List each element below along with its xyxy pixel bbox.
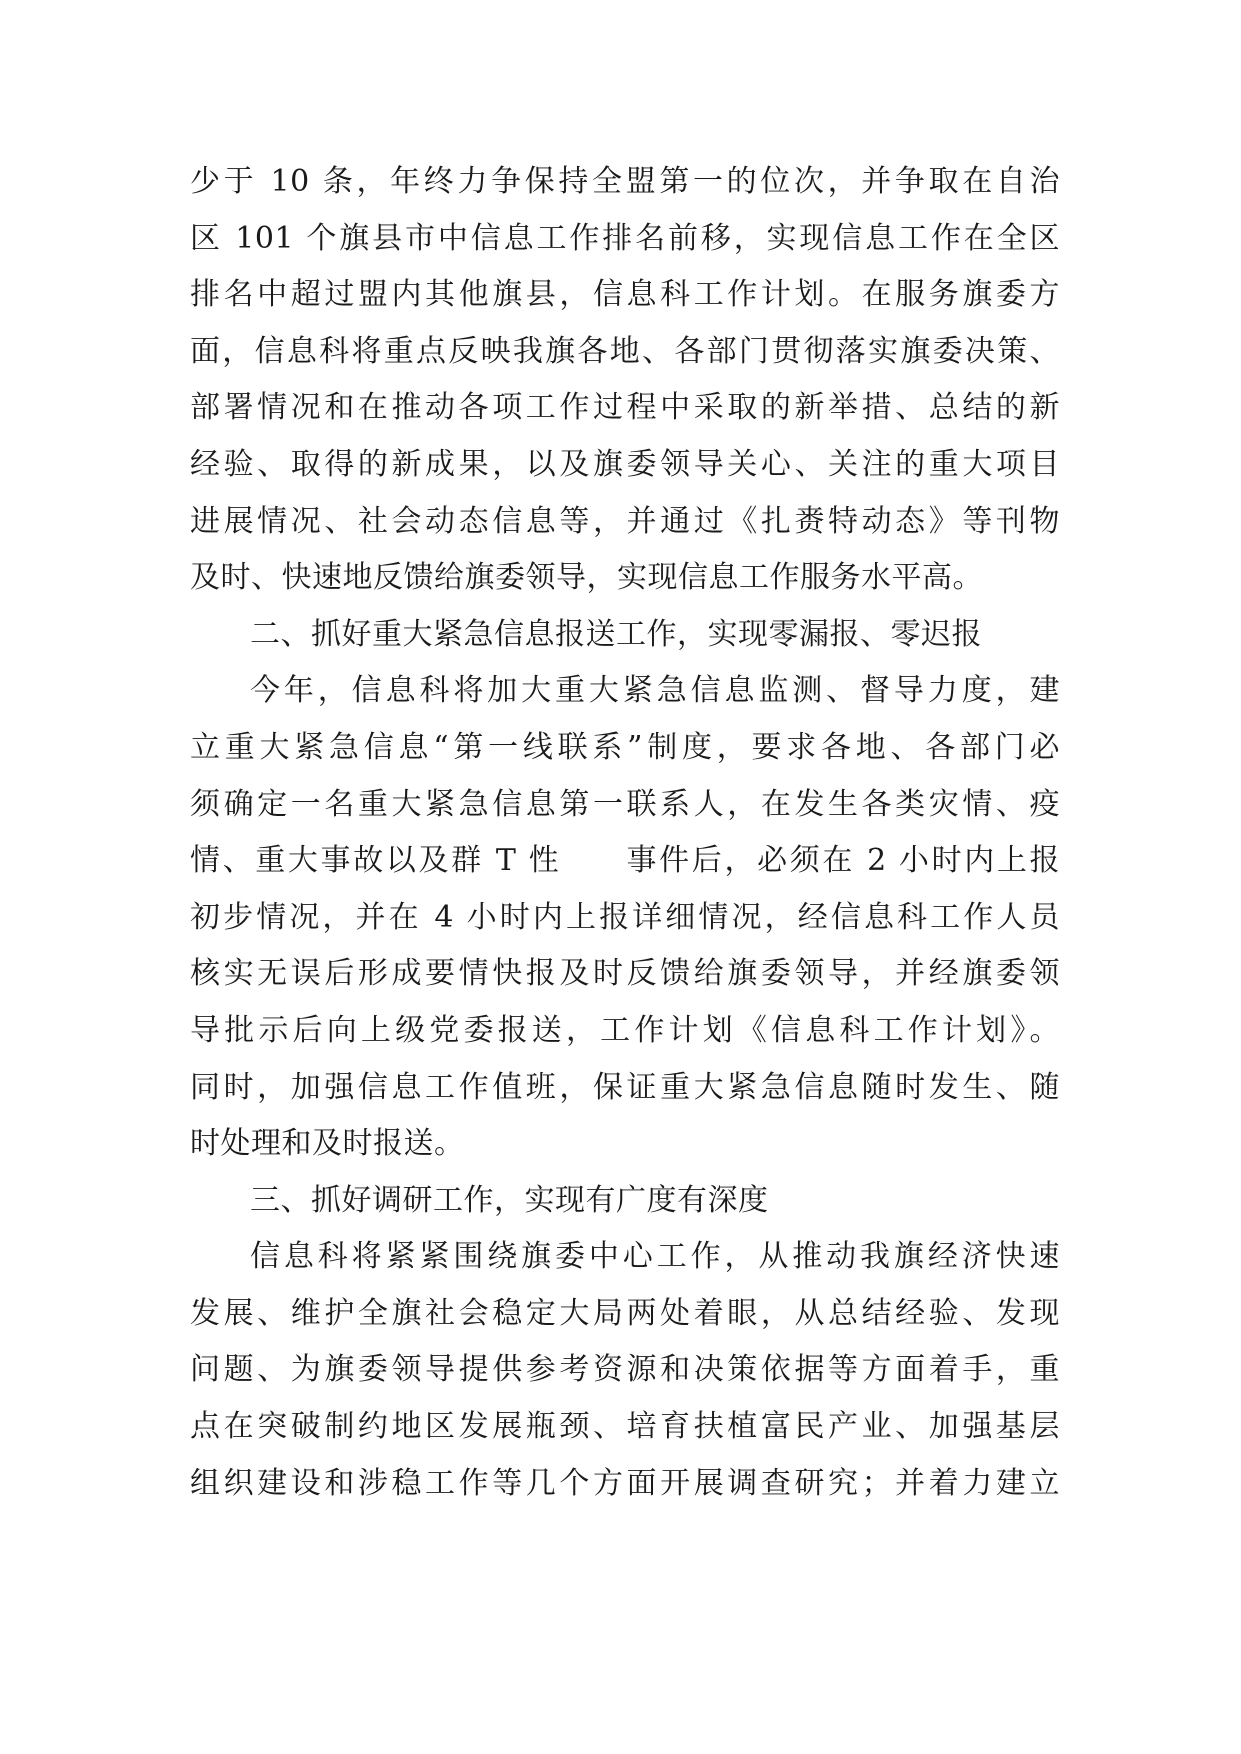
text-line: 情、重大事故以及群 T 性 事件后，必须在 2 小时内上报: [190, 843, 1060, 879]
text-line: 导批示后向上级党委报送，工作计划《信息科工作计划》。: [190, 1012, 1060, 1048]
section-heading-3: 三、抓好调研工作，实现有广度有深度: [250, 1182, 769, 1218]
text-line: 同时，加强信息工作值班，保证重大紧急信息随时发生、随: [190, 1069, 1060, 1105]
text-line: 今年，信息科将加大重大紧急信息监测、督导力度，建: [250, 673, 1060, 709]
text-line: 少于 10 条，年终力争保持全盟第一的位次，并争取在自治: [190, 164, 1060, 199]
text-line: 问题、为旗委领导提供参考资源和决策依据等方面着手，重: [190, 1352, 1060, 1388]
text-line: 核实无误后形成要情快报及时反馈给旗委领导，并经旗委领: [190, 956, 1060, 992]
text-line: 进展情况、社会动态信息等，并通过《扎赉特动态》等刊物: [190, 503, 1060, 539]
text-line: 及时、快速地反馈给旗委领导，实现信息工作服务水平高。: [190, 560, 983, 596]
text-line: 经验、取得的新成果，以及旗委领导关心、关注的重大项目: [190, 446, 1060, 482]
text-line: 点在突破制约地区发展瓶颈、培育扶植富民产业、加强基层: [190, 1409, 1060, 1445]
document-body: [190, 154, 1060, 1512]
text-line: 区 101 个旗县市中信息工作排名前移，实现信息工作在全区: [190, 220, 1060, 256]
text-line: 排名中超过盟内其他旗县，信息科工作计划。在服务旗委方: [190, 277, 1060, 313]
text-line: 初步情况，并在 4 小时内上报详细情况，经信息科工作人员: [190, 899, 1060, 935]
text-line: 须确定一名重大紧急信息第一联系人，在发生各类灾情、疫: [190, 786, 1060, 822]
text-line: 发展、维护全旗社会稳定大局两处着眼，从总结经验、发现: [190, 1295, 1060, 1331]
section-heading-2: 二、抓好重大紧急信息报送工作，实现零漏报、零迟报: [250, 616, 982, 652]
text-line: 部署情况和在推动各项工作过程中采取的新举措、总结的新: [190, 390, 1060, 426]
text-line: 时处理和及时报送。: [190, 1126, 465, 1162]
text-line: 立重大紧急信息“第一线联系”制度，要求各地、各部门必: [190, 729, 1060, 765]
text-line: 面，信息科将重点反映我旗各地、各部门贯彻落实旗委决策、: [190, 333, 1060, 369]
text-line: 信息科将紧紧围绕旗委中心工作，从推动我旗经济快速: [250, 1239, 1060, 1275]
text-line: 组织建设和涉稳工作等几个方面开展调查研究；并着力建立: [190, 1465, 1060, 1501]
